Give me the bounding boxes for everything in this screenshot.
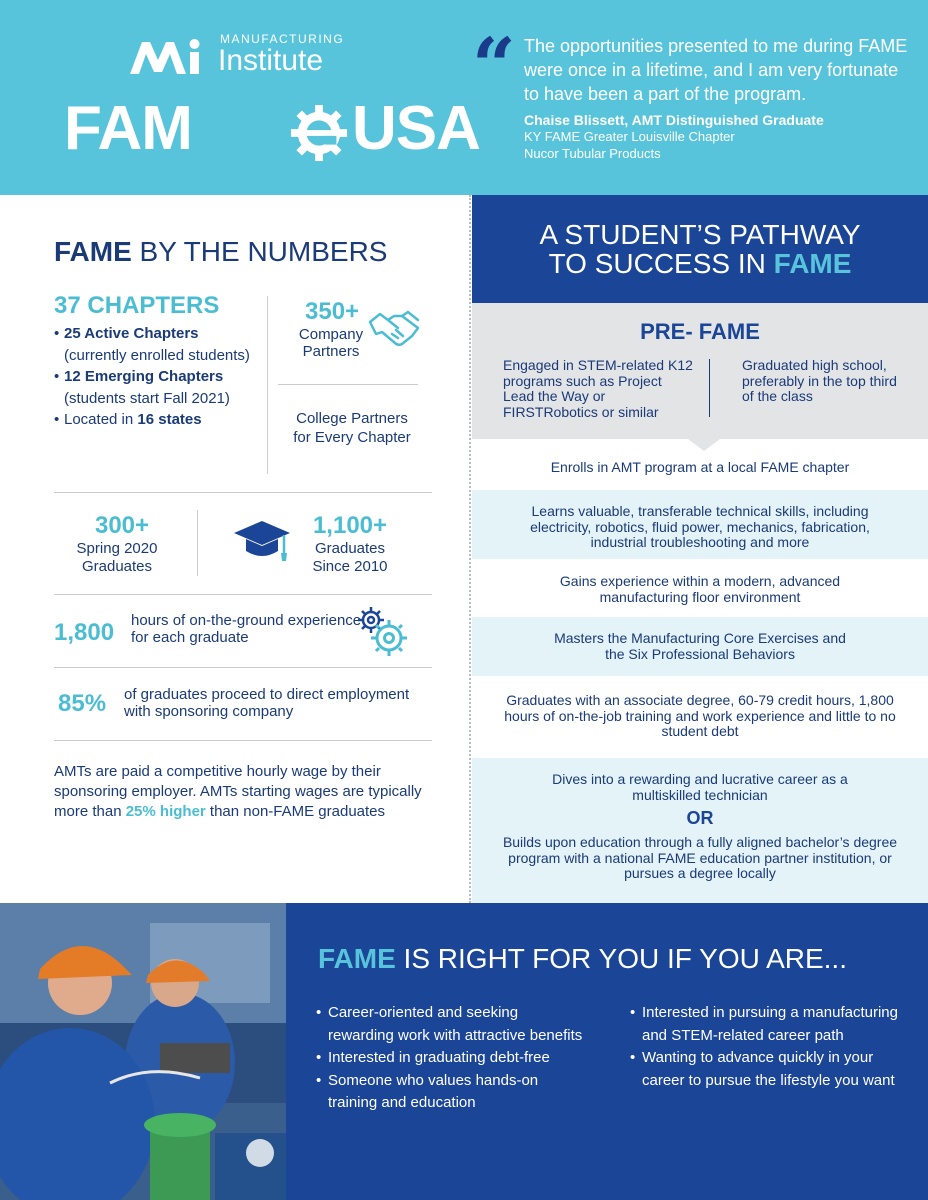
spring-graduates-count: 300+	[94, 512, 150, 539]
pathway-step-bachelors: Builds upon education through a fully aligned bachelor’s degree program with a national FAME education partner institution, or pursues a degree locally	[502, 834, 898, 881]
list-item: • 12 Emerging Chapters (students start Fall 2021)	[54, 366, 264, 409]
pathway-step-experience: Gains experience within a modern, advanced manufacturing floor environment	[559, 573, 841, 605]
students-working-image	[0, 903, 286, 1200]
pathway-step-enroll: Enrolls in AMT program at a local FAME chapter	[550, 459, 850, 475]
total-graduates-label: Graduates Since 2010	[312, 540, 388, 575]
numbers-section-title: FAME BY THE NUMBERS	[54, 236, 388, 267]
right-for-you-banner	[286, 903, 928, 1200]
testimonial-company: Nucor Tubular Products	[524, 146, 661, 161]
list-item: • Someone who values hands-on training and education	[316, 1070, 586, 1115]
logo-text-bottom: Institute	[218, 44, 324, 77]
pathway-step-graduates: Graduates with an associate degree, 60-79 credit hours, 1,800 hours of on-the-job training and work experience and little to no student debt	[504, 692, 896, 739]
list-item: • 25 Active Chapters (currently enrolled students)	[54, 323, 264, 366]
prefame-requirement-stem: Engaged in STEM-related K12 programs such as Project Lead the Way or FIRSTRobotics or similar	[503, 357, 693, 420]
column-separator	[469, 195, 471, 903]
prefame-box	[472, 303, 928, 439]
students-photo	[0, 903, 286, 1200]
college-partners-label: College Partners for Every Chapter	[293, 410, 411, 446]
total-graduates-count: 1,100+	[312, 512, 388, 539]
chapters-count: 37 CHAPTERS	[54, 292, 220, 319]
company-partners-label: Company Partners	[298, 326, 364, 360]
fame-logo-right: USA	[352, 94, 480, 163]
manufacturing-institute-logo	[128, 30, 348, 80]
divider	[709, 359, 710, 417]
pathway-step-masters: Masters the Manufacturing Core Exercises and the Six Professional Behaviors	[472, 617, 928, 676]
divider	[267, 296, 268, 474]
gear-e-icon	[290, 104, 348, 162]
mi-logo-icon	[128, 38, 208, 76]
right-for-you-title: FAME IS RIGHT FOR YOU IF YOU ARE...	[318, 943, 847, 974]
right-for-you-list-left	[316, 1002, 586, 1115]
testimonial-author: Chaise Blissett, AMT Distinguished Graduate	[524, 112, 824, 128]
prefame-requirement-highschool: Graduated high school, preferably in the top third of the class	[742, 357, 897, 404]
graduation-cap-icon	[232, 515, 292, 567]
divider	[54, 492, 432, 493]
spring-graduates-label: Spring 2020 Graduates	[76, 540, 158, 575]
or-label: OR	[686, 808, 714, 828]
chapters-list	[54, 323, 264, 431]
list-item: • Interested in graduating debt-free	[316, 1047, 586, 1070]
fame-logo-left: FAM	[64, 94, 192, 163]
right-for-you-list-right	[630, 1002, 900, 1092]
divider	[278, 384, 418, 385]
employment-description: of graduates proceed to direct employment with sponsoring company	[124, 686, 410, 720]
divider	[54, 667, 432, 668]
list-item: • Career-oriented and seeking rewarding work with attractive benefits	[316, 1002, 586, 1047]
list-item: • Wanting to advance quickly in your career to pursue the lifestyle you want	[630, 1047, 900, 1092]
header-banner	[0, 0, 928, 195]
testimonial-quote: The opportunities presented to me during FAME were once in a lifetime, and I am very fortunate to have been a part of the program.	[524, 36, 908, 104]
company-partners-count: 350+	[305, 298, 360, 325]
employment-percentage: 85%	[58, 690, 107, 717]
logo-text-top: MANUFACTURING	[220, 32, 345, 46]
list-item: • Located in 16 states	[54, 409, 264, 431]
pathway-step-career: Dives into a rewarding and lucrative career as a multiskilled technician	[472, 758, 928, 903]
hours-count: 1,800	[54, 619, 115, 646]
gears-icon	[355, 604, 410, 659]
handshake-icon	[368, 308, 420, 348]
pathway-title-line2: TO SUCCESS IN FAME	[548, 248, 852, 279]
fame-usa-logo	[64, 94, 480, 163]
hours-description: hours of on-the-ground experience for each graduate	[131, 612, 362, 646]
quote-mark-icon: “	[472, 21, 516, 110]
divider	[197, 510, 198, 576]
divider	[54, 594, 432, 595]
pathway-title-banner	[472, 195, 928, 303]
divider	[54, 740, 432, 741]
down-arrow-icon	[688, 439, 720, 451]
testimonial-chapter: KY FAME Greater Louisville Chapter	[524, 129, 735, 144]
pathway-step-skills: Learns valuable, transferable technical skills, including electricity, robotics, fluid power, mechanics, fabrication, industrial troubleshooting and more	[472, 490, 928, 559]
pathway-title-line1: A STUDENT’S PATHWAY	[539, 219, 861, 250]
prefame-title: PRE- FAME	[640, 319, 760, 344]
wage-paragraph: AMTs are paid a competitive hourly wage by their sponsoring employer. AMTs starting wages are typically more than 25% higher than non-FAME graduates	[54, 763, 422, 820]
list-item: • Interested in pursuing a manufacturing and STEM-related career path	[630, 1002, 900, 1047]
